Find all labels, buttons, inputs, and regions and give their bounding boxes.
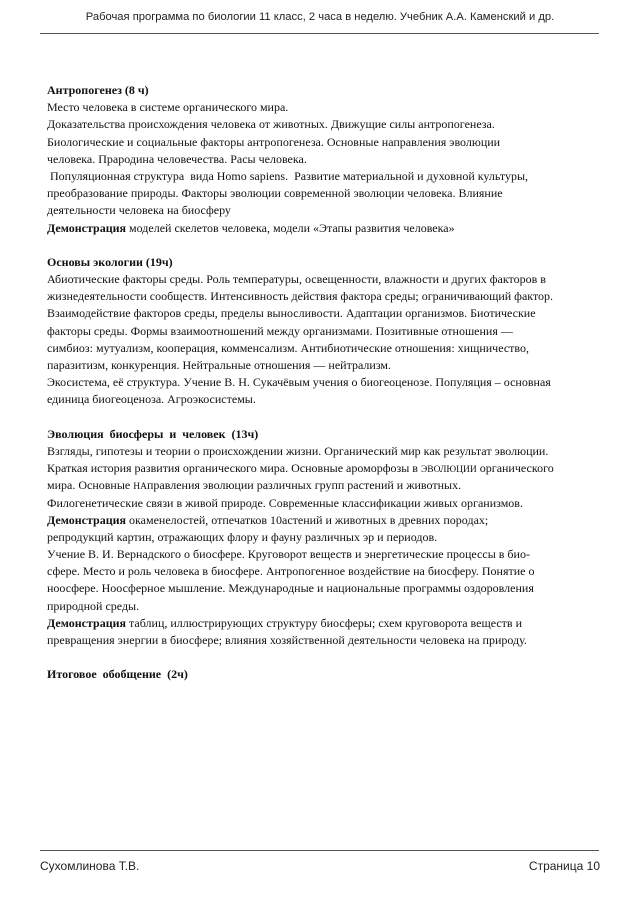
paragraph-line: Экосистема, её структура. Учение В. Н. Сукачёвым учения о биогеоценозе. Популяция – основная: [47, 375, 551, 390]
paragraph-line: паразитизм, конкуренция. Нейтральные отношения — нейтрализм.: [47, 358, 391, 372]
section-heading-final-summary: Итоговое обобщение (2ч): [47, 667, 188, 682]
paragraph-line: Взгляды, гипотезы и теории о происхождении жизни. Органический мир как результат эволюции.: [47, 443, 549, 458]
demonstration-text: моделей скелетов человека, модели «Этапы развития человека»: [126, 220, 455, 235]
demonstration-line: [47, 615, 602, 632]
paragraph-line: человека. Прародина человечества. Расы человека.: [47, 151, 307, 166]
paragraph-line: [47, 460, 602, 477]
text-span: мира. Основные: [47, 478, 134, 493]
document-body: [47, 82, 602, 684]
paragraph-line: Учение В. И. Вернадского о биосфере. Круговорот веществ и энергетические процессы в био-: [47, 547, 530, 562]
footer-author: Сухомлинова Т.В.: [40, 859, 140, 873]
demonstration-label: Демонстрация: [47, 512, 127, 527]
paragraph-line: симбиоз: мутуализм, кооперация, комменсализм. Антибиотические отношения: хищничество,: [47, 340, 529, 355]
small-caps-word: НА: [133, 482, 147, 493]
paragraph-line: [47, 477, 602, 494]
paragraph-line: факторы среды. Формы взаимоотношений между организмами. Позитивные отношения —: [47, 323, 513, 338]
paragraph-line: преобразование природы. Факторы эволюции современной эволюции человека. Влияние: [47, 186, 503, 201]
paragraph-line: ноосфере. Ноосферное мышление. Международные и национальные программы оздоровления: [47, 581, 534, 596]
paragraph-line: репродукций картин, отражающих флору и фауну различных эр и периодов.: [47, 529, 438, 544]
paragraph-line: Абиотические факторы среды. Роль температуры, освещенности, влажности и других факторов в: [47, 272, 546, 287]
demonstration-line: [47, 512, 602, 529]
demonstration-line: [47, 220, 602, 237]
header-divider: [40, 33, 599, 34]
demonstration-text: таблиц, иллюстрирующих структуру биосферы; схем круговорота веществ и: [126, 615, 522, 630]
section-heading-biosphere-evolution: Эволюция биосферы и человек (13ч): [47, 426, 259, 441]
footer-page-number: Страница 10: [528, 859, 600, 873]
demonstration-label: Демонстрация: [47, 615, 127, 630]
paragraph-line: сфере. Место и роль человека в биосфере. Антропогенное воздействие на биосферу. Понятие о: [47, 564, 535, 579]
running-header: Рабочая программа по биологии 11 класс, 2 часа в неделю. Учебник А.А. Каменский и др.: [85, 11, 555, 23]
paragraph-line: единица биогеоценоза. Агроэкосистемы.: [47, 392, 256, 407]
demonstration-text: окаменелостей, отпечатков 10астений и животных в древних породах;: [126, 512, 489, 527]
footer-divider: [40, 850, 599, 851]
paragraph-line: Место человека в системе органического мира.: [47, 100, 289, 115]
paragraph-line: жизнедеятельности сообществ. Интенсивность действия фактора среды; ограничивающий фактор.: [47, 289, 554, 304]
paragraph-line: Биологические и социальные факторы антропогенеза. Основные направления эволюции: [47, 134, 501, 149]
paragraph-line: Филогенетические связи в живой природе. Современные классификации живых организмов.: [47, 495, 523, 510]
text-span: Краткая история развития органического мира. Основные ароморфозы в: [47, 461, 421, 476]
text-span: правления эволюции различных групп растений и животных.: [146, 478, 462, 493]
demonstration-label: Демонстрация: [47, 220, 127, 235]
paragraph-line: Взаимодействие факторов среды, пределы выносливости. Адаптации организмов. Биотические: [47, 306, 536, 321]
text-span: органического: [476, 461, 554, 476]
small-caps-word: ЭВОЛЮЦИИ: [420, 465, 477, 476]
paragraph-line: Доказательства происхождения человека от животных. Движущие силы антропогенеза.: [47, 117, 495, 132]
paragraph-line: превращения энергии в биосфере; влияния хозяйственной деятельности человека на природу.: [47, 633, 527, 647]
section-heading-anthropogenesis: Антропогенез (8 ч): [47, 83, 149, 97]
paragraph-line: деятельности человека на биосферу: [47, 203, 231, 218]
section-heading-ecology: Основы экологии (19ч): [47, 254, 173, 269]
paragraph-line: Популяционная структура вида Homo sapiens. Развитие материальной и духовной культуры,: [47, 168, 529, 183]
paragraph-line: природной среды.: [47, 598, 140, 613]
